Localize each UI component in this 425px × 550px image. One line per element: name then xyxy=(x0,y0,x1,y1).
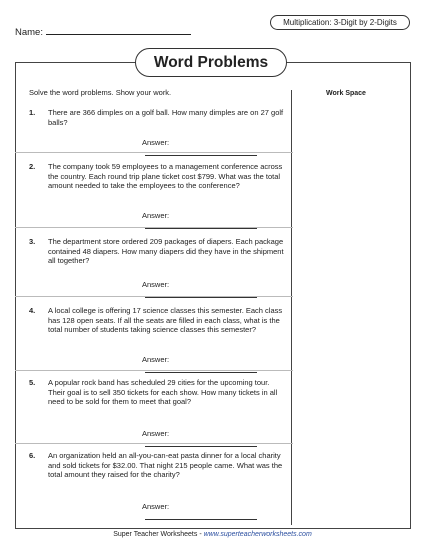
answer-label: Answer: xyxy=(142,355,170,364)
problem-number: 6. xyxy=(29,451,36,460)
problem-text: A popular rock band has scheduled 29 cities for the upcoming tour. Their goal is to sell 350 tickets for each show. How many tickets in all need to be sold for them to meet that goal? xyxy=(48,378,278,406)
problem-separator xyxy=(15,443,293,444)
problem-text: A local college is offering 17 science classes this semester. Each class has 128 open seats. If all the seats are filled in each class, what is the total number of students taking science classes this semester? xyxy=(48,306,283,334)
answer-label: Answer: xyxy=(142,211,170,220)
problem-text: There are 366 dimples on a golf ball. How many dimples are on 27 golf balls? xyxy=(48,108,284,127)
problem-4 xyxy=(29,306,284,335)
problem-text: The department store ordered 209 packages of diapers. Each package contained 48 diapers. How many diapers did they have in the shipment all together? xyxy=(48,237,284,265)
problem-separator xyxy=(15,370,293,371)
answer-row-2 xyxy=(142,211,284,231)
problem-number: 3. xyxy=(29,237,36,246)
problem-5 xyxy=(29,378,284,407)
answer-row-5 xyxy=(142,429,284,449)
answer-label: Answer: xyxy=(142,280,170,289)
problem-2 xyxy=(29,162,284,191)
answer-label: Answer: xyxy=(142,138,170,147)
answer-label: Answer: xyxy=(142,502,170,511)
problem-text: The company took 59 employees to a management conference across the country. Each round trip plane ticket cost $799. What was the total amount needed to take the employees to the conference? xyxy=(48,162,283,190)
answer-line[interactable] xyxy=(145,364,257,373)
problem-number: 2. xyxy=(29,162,36,171)
problem-3 xyxy=(29,237,284,266)
answer-row-4 xyxy=(142,355,284,375)
answer-line[interactable] xyxy=(145,511,257,520)
problem-number: 5. xyxy=(29,378,36,387)
footer xyxy=(0,531,425,538)
footer-brand: Super Teacher Worksheets xyxy=(113,531,198,538)
name-line[interactable] xyxy=(46,25,191,35)
page-title: Word Problems xyxy=(135,48,287,77)
name-label: Name: xyxy=(15,27,43,38)
problem-separator xyxy=(15,296,293,297)
problem-separator xyxy=(15,152,293,153)
problem-separator xyxy=(15,227,293,228)
answer-row-3 xyxy=(142,280,284,300)
work-space-label: Work Space xyxy=(326,90,366,97)
problem-6 xyxy=(29,451,284,480)
name-field-row xyxy=(15,25,191,38)
problem-number: 1. xyxy=(29,108,36,117)
footer-separator: - xyxy=(197,531,204,538)
answer-label: Answer: xyxy=(142,429,170,438)
problem-number: 4. xyxy=(29,306,36,315)
topic-badge: Multiplication: 3-Digit by 2-Digits xyxy=(270,15,410,30)
problem-text: An organization held an all-you-can-eat pasta dinner for a local charity and sold tickets for $32.00. That night 215 people came. What was the total amount they raised for the charity? xyxy=(48,451,283,479)
instructions: Solve the word problems. Show your work. xyxy=(29,88,172,97)
answer-row-6 xyxy=(142,502,284,522)
work-space-divider xyxy=(291,90,292,525)
footer-site-link[interactable]: www.superteacherworksheets.com xyxy=(203,531,312,538)
problem-1 xyxy=(29,108,284,127)
answer-row-1 xyxy=(142,138,284,158)
